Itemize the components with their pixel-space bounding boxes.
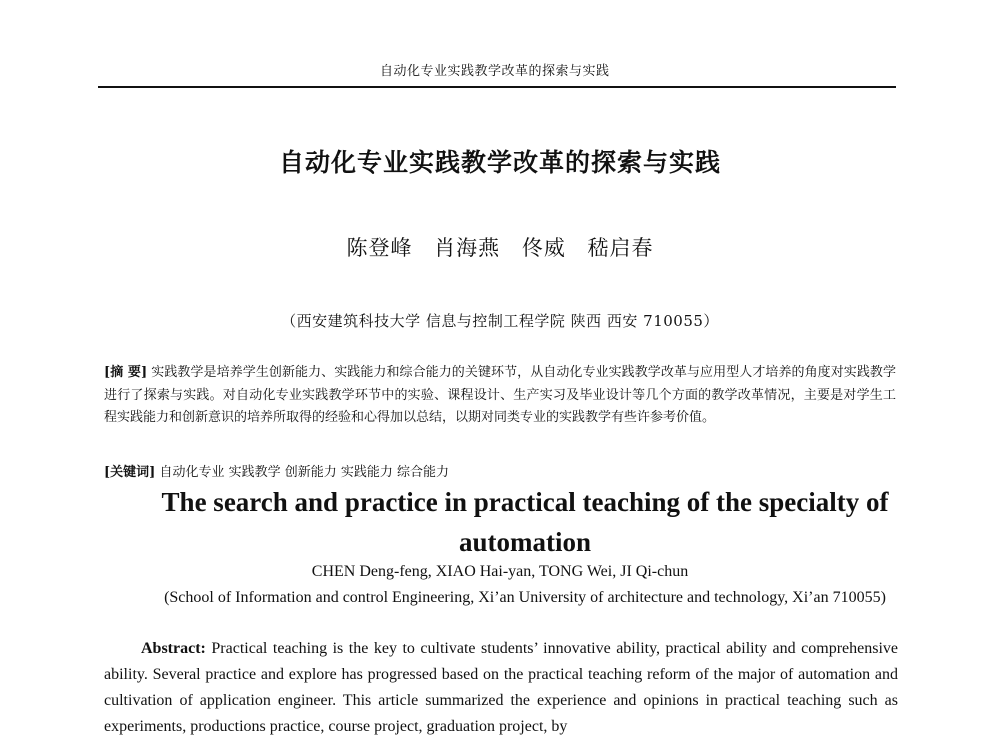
chinese-keywords xyxy=(104,461,449,480)
english-abstract-text: Practical teaching is the key to cultivate students’ innovative ability, practical ability and comprehensive ability. Several practice and explore has progressed based on the practical teaching reform of the major of automation and cultivation of application engineer. This article summarized the experience and opinions in practical teaching such as experiments, productions practice, course project, graduation project, by xyxy=(104,640,899,735)
chinese-keywords-text: 自动化专业 实践教学 创新能力 实践能力 综合能力 xyxy=(159,465,449,480)
english-title: The search and practice in practical teaching of the specialty of automation xyxy=(161,487,889,557)
running-head: 自动化专业实践教学改革的探索与实践 xyxy=(380,64,610,79)
english-abstract-label: Abstract: xyxy=(141,640,206,657)
chinese-abstract xyxy=(104,362,896,430)
english-abstract xyxy=(104,636,898,740)
header-rule xyxy=(98,86,896,88)
chinese-abstract-label: [摘 要] xyxy=(104,365,148,380)
chinese-authors: 陈登峰 肖海燕 佟威 嵇启春 xyxy=(346,236,654,260)
chinese-title: 自动化专业实践教学改革的探索与实践 xyxy=(278,148,721,177)
english-affiliation: (School of Information and control Engineering, Xi’an University of architecture and technology, Xi’an 710055) xyxy=(164,589,886,606)
english-authors: CHEN Deng-feng, XIAO Hai-yan, TONG Wei, JI Qi-chun xyxy=(311,563,689,580)
chinese-keywords-label: [关键词] xyxy=(104,465,156,480)
chinese-abstract-text: 实践教学是培养学生创新能力、实践能力和综合能力的关键环节，从自动化专业实践教学改革与应用型人才培养的角度对实践教学进行了探索与实践。对自动化专业实践教学环节中的实验、课程设计、生产实习及毕业设计等几个方面的教学改革情况，主要是对学生工程实践能力和创新意识的培养所取得的经验和心得加以总结，以期对同类专业的实践教学有些许参考价值。 xyxy=(104,365,896,425)
chinese-affiliation: （西安建筑科技大学 信息与控制工程学院 陕西 西安 710055） xyxy=(281,312,719,330)
